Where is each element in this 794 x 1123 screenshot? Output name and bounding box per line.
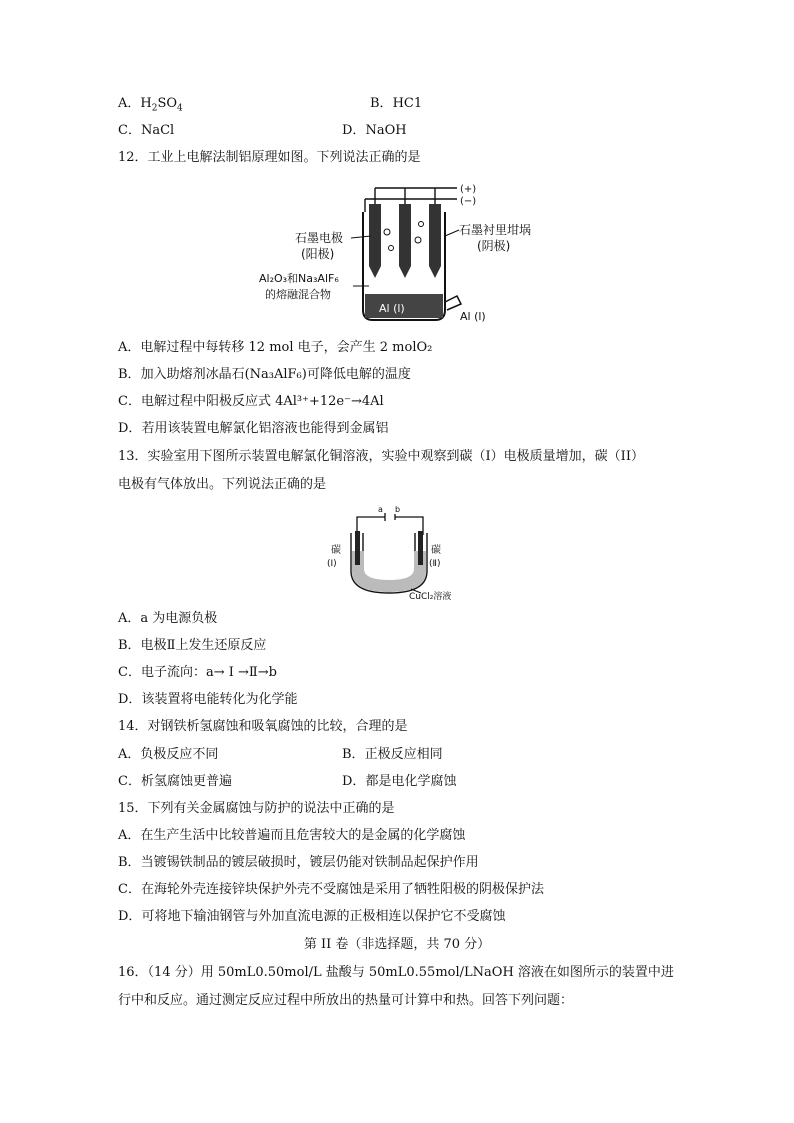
q13-stem-line-1: 13．实验室用下图所示装置电解氯化铜溶液，实验中观察到碳（I）电极质量增加，碳（II） xyxy=(118,449,644,464)
q15-option-c: C．在海轮外壳连接锌块保护外壳不受腐蚀是采用了牺牲阳极的阴极保护法 xyxy=(118,882,544,897)
q12-option-b: B．加入助熔剂冰晶石(Na₃AlF₆)可降低电解的温度 xyxy=(118,367,411,382)
q14-option-b: B．正极反应相同 xyxy=(342,747,443,762)
q12-plus-label: (+) xyxy=(460,184,477,195)
q12-melt-label: Al₂O₃和Na₃AlF₆ xyxy=(259,272,339,285)
q16-line-2: 行中和反应。通过测定反应过程中所放出的热量可计算中和热。回答下列问题： xyxy=(118,993,574,1008)
q12-minus-label: (−) xyxy=(460,196,477,207)
q15-stem: 15．下列有关金属腐蚀与防护的说法中正确的是 xyxy=(118,801,395,816)
q13-right-electrode-label: 碳 xyxy=(431,545,441,556)
q13-stem-line-2: 电极有气体放出。下列说法正确的是 xyxy=(118,477,327,492)
q13-option-d: D．该装置将电能转化为化学能 xyxy=(118,692,298,707)
q13-left-electrode-number: (Ⅰ) xyxy=(327,559,337,569)
q15-option-a: A．在生产生活中比较普遍而且危害较大的是金属的化学腐蚀 xyxy=(118,828,466,843)
q12-option-a: A．电解过程中每转移 12 mol 电子，会产生 2 molO₂ xyxy=(118,340,433,355)
q12-option-c: C．电解过程中阳极反应式 4Al³⁺+12e⁻→4Al xyxy=(118,394,384,409)
q14-stem: 14．对钢铁析氢腐蚀和吸氧腐蚀的比较，合理的是 xyxy=(118,719,408,734)
q12-electrolysis-figure xyxy=(255,182,575,330)
q13-u-tube-figure xyxy=(325,505,465,601)
q11-option-c: C．NaCl xyxy=(118,123,175,138)
q12-anode-type: (阳极) xyxy=(301,247,335,261)
q11-option-a: A．$H_2SO_4$ xyxy=(118,96,183,114)
q13-terminal-b: b xyxy=(395,505,401,514)
q15-option-b: B．当镀锡铁制品的镀层破损时，镀层仍能对铁制品起保护作用 xyxy=(118,855,479,870)
q12-al-outside-label: Al (l) xyxy=(460,310,486,323)
q12-stem: 12．工业上电解法制铝原理如图。下列说法正确的是 xyxy=(118,150,421,165)
q13-terminal-a: a xyxy=(378,505,383,514)
q13-option-b: B．电极Ⅱ上发生还原反应 xyxy=(118,638,267,653)
q13-option-c: C．电子流向：a→ Ⅰ →Ⅱ→b xyxy=(118,665,277,680)
q11-option-b: B．HC1 xyxy=(370,96,423,111)
q14-option-a: A．负极反应不同 xyxy=(118,747,219,762)
q11-option-a-text: $H_2SO_4$ xyxy=(140,96,183,114)
q12-anode-label: 石墨电极 xyxy=(295,231,344,245)
q13-left-electrode-label: 碳 xyxy=(331,545,341,556)
q15-option-d: D．可将地下输油钢管与外加直流电源的正极相连以保护它不受腐蚀 xyxy=(118,909,506,924)
q12-melt-label-2: 的熔融混合物 xyxy=(265,288,331,301)
q13-solution-label: CuCl₂溶液 xyxy=(409,592,452,601)
q14-option-d: D．都是电化学腐蚀 xyxy=(342,774,457,789)
q13-right-electrode-number: (Ⅱ) xyxy=(429,559,441,569)
q12-al-inside-label: Al (l) xyxy=(379,302,405,315)
q11-option-d: D．NaOH xyxy=(342,123,407,138)
q12-option-d: D．若用该装置电解氯化铝溶液也能得到金属铝 xyxy=(118,421,389,436)
q12-crucible-label: 石墨衬里坩埚 xyxy=(459,223,532,237)
section-2-title: 第 II 卷（非选择题，共 70 分） xyxy=(303,937,491,952)
q16-line-1: 16．（14 分）用 50mL0.50mol/L 盐酸与 50mL0.55mol/LNaOH 溶液在如图所示的装置中进 xyxy=(118,965,674,980)
q14-option-c: C．析氢腐蚀更普遍 xyxy=(118,774,232,789)
q13-option-a: A．a 为电源负极 xyxy=(118,611,218,626)
q12-crucible-type: (阴极) xyxy=(477,239,511,253)
